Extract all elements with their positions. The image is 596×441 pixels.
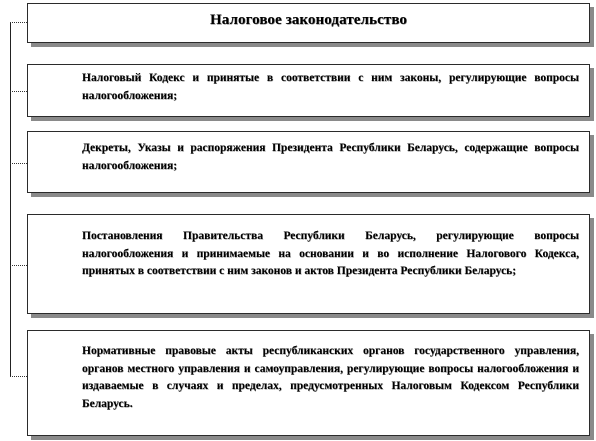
diagram-title: Налоговое законодательство <box>209 12 408 28</box>
legislation-item-box <box>27 330 590 436</box>
tree-connector-branch-3 <box>10 265 27 266</box>
tree-connector-trunk <box>10 22 11 376</box>
legislation-item-box <box>27 64 590 117</box>
tree-connector-branch-2 <box>10 163 27 164</box>
diagram-title-box <box>27 3 590 43</box>
legislation-item-box <box>27 131 590 193</box>
tree-connector-branch-title <box>10 22 27 23</box>
legislation-item-box <box>27 214 590 314</box>
legislation-item-text: Нормативные правовые акты республиканских органов государственного управления, органов местного управления и самоуправления, регулирующие вопросы налогообложения и издаваемые в случаях и пределах, предусмотренных Налоговым Кодексом Республики Беларусь. <box>82 345 579 410</box>
tree-connector-branch-1 <box>10 91 27 92</box>
legislation-item-text: Налоговый Кодекс и принятые в соответствии с ним законы, регулирующие вопросы налогообложения; <box>82 72 579 102</box>
legislation-item-text: Декреты, Указы и распоряжения Президента Республики Беларусь, содержащие вопросы налогообложения; <box>82 142 579 172</box>
tree-connector-branch-4 <box>10 376 27 377</box>
legislation-item-text: Постановления Правительства Республики Беларусь, регулирующие вопросы налогообложения и принимаемые на основании и во исполнение Налогового Кодекса, принятых в соответствии с ним законов и актов Президента Республики Беларусь; <box>82 230 579 277</box>
